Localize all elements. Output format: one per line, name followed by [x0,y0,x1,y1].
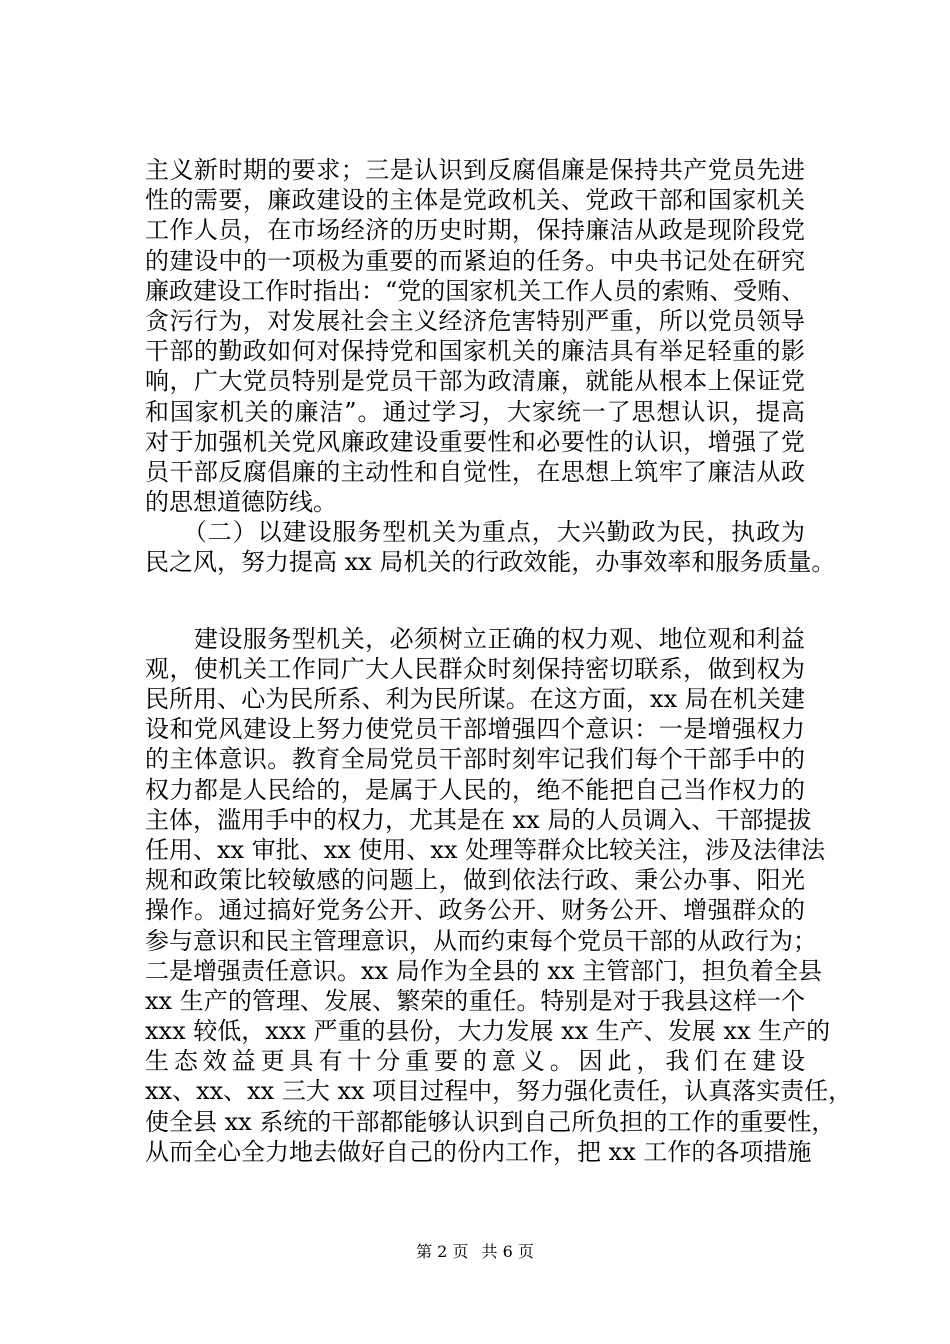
section-heading-line: （二）以建设服务型机关为重点，大兴勤政为民，执政为 [145,518,805,547]
text-line: 权力都是人民给的，是属于人民的，绝不能把自己当作权力的 [145,775,805,804]
text-line: 从而全心全力地去做好自己的份内工作，把 xx 工作的各项措施 [145,1137,812,1166]
page-footer [0,1242,950,1262]
text-line: xx 生产的管理、发展、繁荣的重任。特别是对于我县这样一个 [145,986,805,1015]
text-line: 建设服务型机关，必须树立正确的权力观、地位观和利益 [145,624,805,653]
text-line: 性的需要，廉政建设的主体是党政机关、党政干部和国家机关 [145,186,805,215]
text-line: 任用、xx 审批、xx 使用、xx 处理等群众比较关注，涉及法律法 [145,835,826,864]
text-line: 设和党风建设上努力使党员干部增强四个意识：一是增强权力 [145,715,805,744]
text-line: 的主体意识。教育全局党员干部时刻牢记我们每个干部手中的 [145,745,805,774]
text-line: 对于加强机关党风廉政建设重要性和必要性的认识，增强了党 [145,427,805,456]
text-line: 民所用、心为民所系、利为民所谋。在这方面，xx 局在机关建 [145,685,805,713]
text-line: xxx 较低，xxx 严重的县份，大力发展 xx 生产、发展 xx 生产的 [145,1017,831,1046]
section-heading-line: 民之风，努力提高 xx 局机关的行政效能，办事效率和服务质量。 [145,548,836,577]
text-line: 贪污行为，对发展社会主义经济危害特别严重，所以党员领导 [145,306,805,335]
text-line: 主体，滥用手中的权力，尤其是在 xx 局的人员调入、干部提拔 [145,805,812,834]
document-body [145,155,853,1167]
text-line: 观，使机关工作同广大人民群众时刻保持密切联系，做到权为 [145,654,805,683]
text-line: 工作人员，在市场经济的历史时期，保持廉洁从政是现阶段党 [145,216,805,245]
text-line: 和国家机关的廉洁”。通过学习，大家统一了思想认识，提高 [145,397,805,426]
text-line: 员干部反腐倡廉的主动性和自觉性，在思想上筑牢了廉洁从政 [145,457,805,486]
text-line: 生态效益更具有十分重要的意义。因此，我们在建设 [145,1047,805,1076]
page-total: 共 6 页 [481,1242,534,1261]
text-line: 使全县 xx 系统的干部都能够认识到自己所负担的工作的重要性， [145,1107,836,1136]
text-line: 主义新时期的要求；三是认识到反腐倡廉是保持共产党员先进 [145,156,805,184]
text-line: 廉政建设工作时指出：“党的国家机关工作人员的索贿、受贿、 [145,276,806,305]
text-line: xx、xx、xx 三大 xx 项目过程中，努力强化责任，认真落实责任， [145,1077,853,1106]
text-line: 的思想道德防线。 [145,488,337,517]
paragraph-gap [145,578,805,624]
text-line: 干部的勤政如何对保持党和国家机关的廉洁具有举足轻重的影 [145,337,805,366]
text-line: 参与意识和民主管理意识，从而约束每个党员干部的从政行为； [145,926,817,955]
page-number: 第 2 页 [416,1242,469,1261]
text-line: 响，广大党员特别是党员干部为政清廉，就能从根本上保证党 [145,367,805,396]
text-line: 二是增强责任意识。xx 局作为全县的 xx 主管部门，担负着全县 [145,956,823,985]
text-line: 操作。通过搞好党务公开、政务公开、财务公开、增强群众的 [145,896,805,925]
text-line: 的建设中的一项极为重要的而紧迫的任务。中央书记处在研究 [145,246,805,275]
text-line: 规和政策比较敏感的问题上，做到依法行政、秉公办事、阳光 [145,866,805,895]
